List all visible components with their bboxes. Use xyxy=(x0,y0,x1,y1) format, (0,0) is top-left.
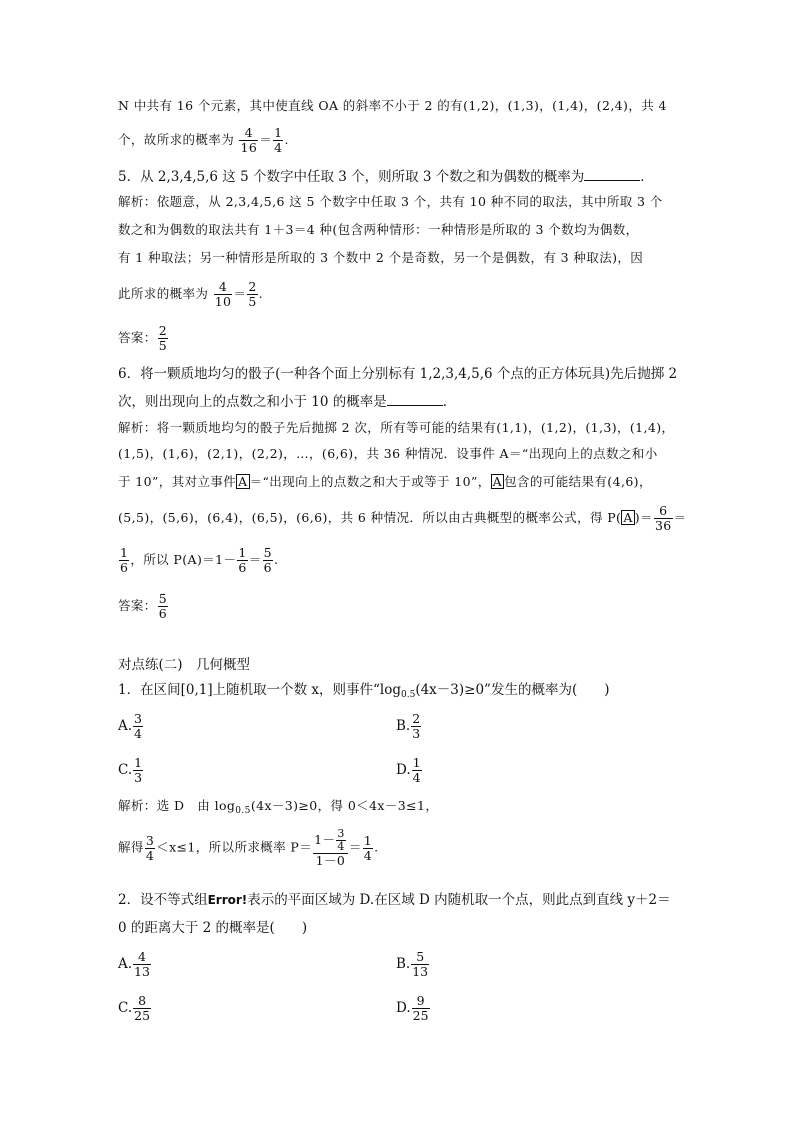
explanation-line: N 中共有 16 个元素，其中使直线 OA 的斜率不小于 2 的有(1,2)，(1,3)，(1,4)，(2,4)，共 4 xyxy=(118,98,667,113)
fraction: $\frac{9}{25}$ xyxy=(412,993,429,1023)
fraction: $\frac{8}{25}$ xyxy=(134,993,151,1023)
fraction: $\frac{4}{16}$ xyxy=(240,125,258,155)
section-heading: 对点练(二) 几何概型 xyxy=(118,657,251,673)
fraction: $\frac{5}{6}$ xyxy=(263,545,273,575)
explanation-line: 数之和为偶数的取法共有 1＋3＝4 种(包含两种情形：一种情形是所取的 3 个数均为偶数， xyxy=(118,222,639,237)
fraction: $\frac{1}{4}$ xyxy=(363,832,373,863)
explanation-line: 有 1 种取法；另一种情形是所取的 3 个数中 2 个是奇数，另一个是偶数，有 3 种取法)，因 xyxy=(118,250,644,265)
boxed-a: A xyxy=(623,510,633,525)
error-field: Error! xyxy=(207,893,248,907)
fraction: $\frac{4}{13}$ xyxy=(134,949,150,979)
explanation-line: 此所求的概率为 $\frac{4}{10}$ ＝ $\frac{2}{5}$ . xyxy=(118,279,264,309)
option-a[interactable]: A. $\frac{4}{13}$ xyxy=(118,949,150,979)
explanation-line: 解析：依题意，从 2,3,4,5,6 这 5 个数字中任取 3 个，共有 10 种不同的取法，其中所取 3 个 xyxy=(118,194,663,209)
boxed-a: A xyxy=(238,474,248,489)
fraction: $\frac{4}{10}$ xyxy=(214,279,232,309)
fraction: $\frac{5}{13}$ xyxy=(412,949,429,979)
fraction: $\frac{1}{4}$ xyxy=(412,755,421,785)
question-5: 5．从 2,3,4,5,6 这 5 个数字中任取 3 个，则所取 3 个数之和为偶数的概率为 ． xyxy=(118,169,654,185)
fraction: $\frac{2}{5}$ xyxy=(158,323,168,353)
geo-question-2-cont: 0 的距离大于 2 的概率是( ) xyxy=(118,920,308,936)
compound-fraction: 1－ $\frac{3}{4}$ 1－0 xyxy=(313,828,348,868)
fraction: $\frac{2}{3}$ xyxy=(412,711,421,741)
fraction: $\frac{3}{4}$ xyxy=(145,832,155,863)
option-d[interactable]: D. $\frac{9}{25}$ xyxy=(396,993,429,1023)
explanation-line: 个，故所求的概率为 $\frac{4}{16}$ ＝ $\frac{1}{4}$ . xyxy=(118,125,289,155)
option-a[interactable]: A. $\frac{3}{4}$ xyxy=(118,711,142,741)
answer-blank[interactable] xyxy=(387,393,443,406)
explanation-line: 解析：将一颗质地均匀的骰子先后抛掷 2 次，所有等可能的结果有(1,1)，(1,2)，(1,3)，(1,4)， xyxy=(118,420,675,435)
option-c[interactable]: C. $\frac{8}{25}$ xyxy=(118,993,151,1023)
geo-question-2: 2．设不等式组Error!表示的平面区域为 D.在区域 D 内随机取一个点，则此点到直线 y＋2＝ xyxy=(118,892,671,908)
fraction: $\frac{1}{4}$ xyxy=(274,125,283,155)
option-b[interactable]: B. $\frac{5}{13}$ xyxy=(396,949,429,979)
answer-line: 答案： $\frac{2}{5}$ xyxy=(118,323,168,353)
explanation-line: 解得 $\frac{3}{4}$ ＜x≤1，所以所求概率 P＝ 1－ $\frac{3}{4}$ 1－0 ＝ $\frac{1}{4}$ . xyxy=(118,827,379,868)
fraction: $\frac{1}{6}$ xyxy=(238,545,247,575)
fraction: $\frac{2}{5}$ xyxy=(248,279,257,309)
fraction: $\frac{3}{4}$ xyxy=(134,711,142,741)
fraction: $\frac{1}{3}$ xyxy=(134,755,143,785)
answer-blank[interactable] xyxy=(584,168,640,181)
fraction: $\frac{5}{6}$ xyxy=(158,591,168,621)
option-c[interactable]: C. $\frac{1}{3}$ xyxy=(118,755,143,785)
geo-question-1: 1．在区间[0,1]上随机取一个数 x，则事件“$\log_{0.5}(4x-3)\ge 0$”发生的概率为( ) xyxy=(118,682,610,700)
fraction: $\frac{6}{36}$ xyxy=(654,503,672,533)
boxed-a: A xyxy=(492,474,503,489)
question-6: 6．将一颗质地均匀的骰子(一种各个面上分别标有 1,2,3,4,5,6 个点的正方体玩具)先后抛掷 2 xyxy=(118,366,678,382)
option-d[interactable]: D. $\frac{1}{4}$ xyxy=(396,755,421,785)
option-b[interactable]: B. $\frac{2}{3}$ xyxy=(396,711,421,741)
answer-line: 答案： $\frac{5}{6}$ xyxy=(118,591,168,621)
explanation-line: (5,5)，(5,6)，(6,4)，(6,5)，(6,6)，共 6 种情况．所以由古典概型的概率公式，得 P( A )＝ $\frac{6}{36}$ ＝ xyxy=(118,503,687,533)
fraction: $\frac{1}{6}$ xyxy=(120,545,129,575)
explanation-line: $\frac{1}{6}$ ，所以 P(A)＝1－ $\frac{1}{6}$ ＝ $\frac{5}{6}$ . xyxy=(120,545,279,575)
explanation-line: 于 10”，其对立事件 A ＝“出现向上的点数之和大于或等于 10”， A 包含的可能结果有(4,6)， xyxy=(118,474,652,489)
explanation-line: 解析：选 D 由 $\log_{0.5}(4x-3)\ge 0$，得 0＜4x－3≤1， xyxy=(118,798,439,816)
explanation-line: (1,5)，(1,6)，(2,1)，(2,2)，…，(6,6)，共 36 种情况．设事件 A＝“出现向上的点数之和小 xyxy=(118,446,658,461)
question-6-cont: 次，则出现向上的点数之和小于 10 的概率是 ． xyxy=(118,394,457,410)
